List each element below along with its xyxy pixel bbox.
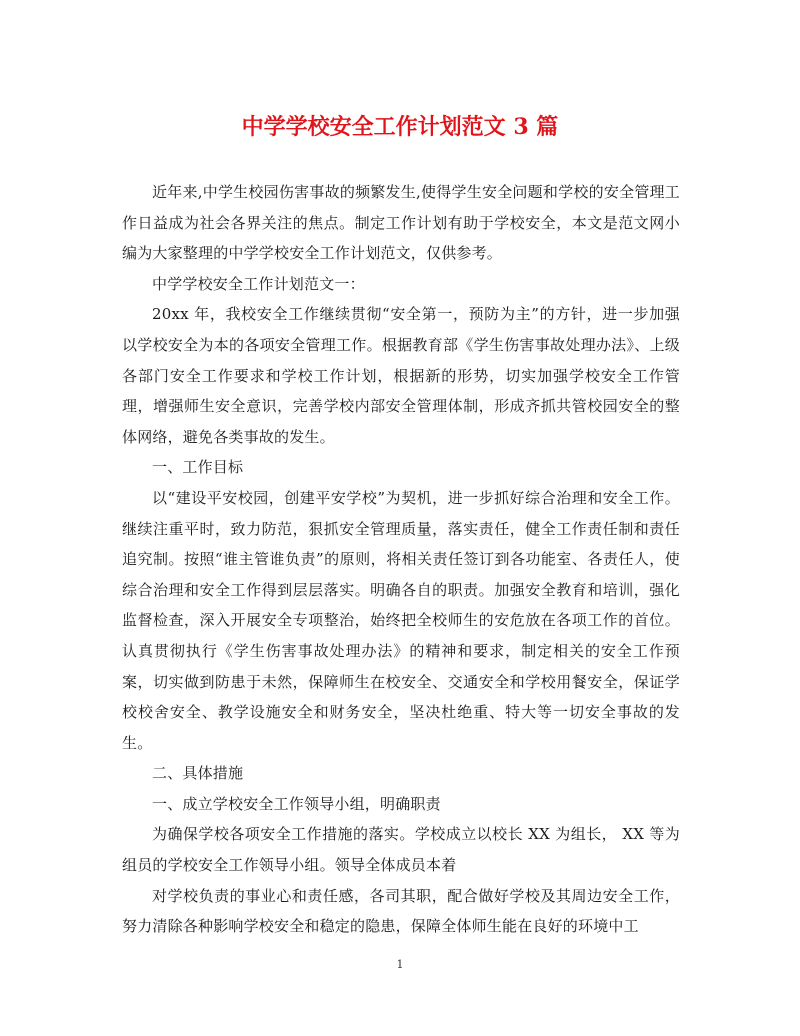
paragraph-subheading-leadership: 一、成立学校安全工作领导小组，明确职责 <box>152 794 441 813</box>
paragraph-heading-measures: 二、具体措施 <box>152 764 244 783</box>
paragraph-leadership: 为确保学校各项安全工作措施的落实。学校成立以校长 XX 为组长， XX 等为组员的学校安全工作领导小组。领导全体成员本着 <box>122 825 680 875</box>
paragraph-policy: 20xx 年，我校安全工作继续贯彻“安全第一，预防为主”的方针，进一步加强以学校安全为本的各项安全管理工作。根据教育部《学生伤害事故处理办法》、上级各部门安全工作要求和学校工作计划，根据新的形势，切实加强学校安全工作管理，增强师生安全意识，完善学校内部安全管理体制，形成齐抓共管校园安全的整体网络，避免各类事故的发生。 <box>122 305 680 446</box>
page-number: 1 <box>396 958 404 971</box>
paragraph-intro: 近年来,中学生校园伤害事故的频繁发生,使得学生安全问题和学校的安全管理工作日益成为社会各界关注的焦点。制定工作计划有助于学校安全，本文是范文网小编为大家整理的中学学校安全工作计划范文，仅供参考。 <box>122 183 680 263</box>
paragraph-heading-goals: 一、工作目标 <box>152 458 244 477</box>
document-body <box>122 177 680 942</box>
paragraph-goals: 以“建设平安校园，创建平安学校”为契机，进一步抓好综合治理和安全工作。继续注重平时，致力防范，狠抓安全管理质量，落实责任，健全工作责任制和责任追究制。按照“谁主管谁负责”的原则，将相关责任签订到各功能室、各责任人，使综合治理和安全工作得到层层落实。明确各自的职责。加强安全教育和培训，强化监督检查，深入开展安全专项整治，始终把全校师生的安危放在各项工作的首位。认真贯彻执行《学生伤害事故处理办法》的精神和要求，制定相关的安全工作预案，切实做到防患于未然，保障师生在校安全、交通安全和学校用餐安全，保证学校校舍安全、教学设施安全和财务安全，坚决杜绝重、特大等一切安全事故的发生。 <box>122 488 680 752</box>
paragraph-responsibility: 对学校负责的事业心和责任感，各司其职，配合做好学校及其周边安全工作，努力清除各种影响学校安全和稳定的隐患，保障全体师生能在良好的环境中工 <box>122 886 680 936</box>
paragraph-heading-sample-one: 中学学校安全工作计划范文一： <box>152 274 365 293</box>
document-title: 中学学校安全工作计划范文 3 篇 <box>241 114 559 140</box>
